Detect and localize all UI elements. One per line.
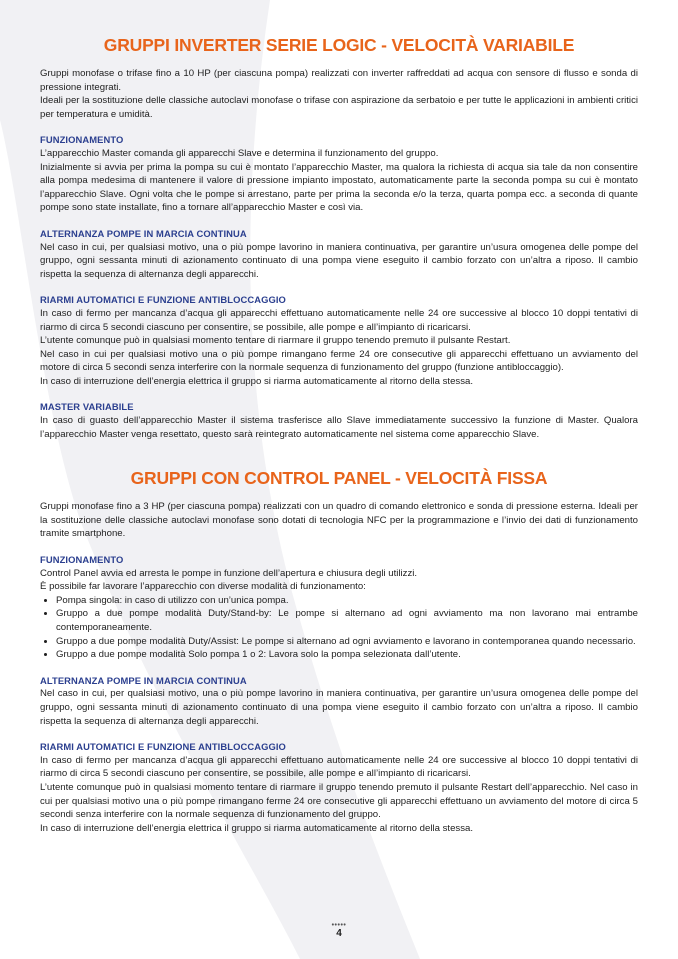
- section1-master-heading: MASTER VARIABILE: [40, 401, 134, 413]
- section2-riarmi-heading: RIARMI AUTOMATICI E FUNZIONE ANTIBLOCCAGGIO: [40, 741, 286, 753]
- footer-dots: •••••: [331, 922, 347, 929]
- section2-alternanza-heading: ALTERNANZA POMPE IN MARCIA CONTINUA: [40, 674, 247, 686]
- list-item: • Gruppo a due pompe modalità Solo pompa 1 o 2: Lavora solo la pompa selezionata dall’utente.: [56, 648, 638, 662]
- section1-riarmi-p3: Nel caso in cui per qualsiasi motivo una o più pompe rimangano ferme 24 ore consecutive gli apparecchi effettuano un avviamento del motore di circa 5 secondi senza interferire con la normale sequenza di funzionamento del gruppo (funzione antibloccaggio).: [40, 348, 638, 374]
- section1-funzionamento-p2: Inizialmente si avvia per prima la pompa su cui è montato l’apparecchio Master, ma qualora la richiesta di acqua sia tale da non consentire alla pompa medesima di mantenere il valore di pressione impianto impostato, automaticamente parte la seconda pompa su cui è montato l’apparecchio Slave. Ogni volta che le pompe si arrestano, parte per prima la seconda e/o la terza, quarta pompa ecc. a seconda di quante pompe sono state installate, fino a tornare all’apparecchio Master e così via.: [40, 161, 638, 214]
- section1-master-text: In caso di guasto dell’apparecchio Master il sistema trasferisce allo Slave immediatamente successivo la funzione di Master. Qualora l’apparecchio Master venga resettato, questo sarà reintegrato automaticamente nel sistema come apparecchio Slave.: [40, 415, 638, 440]
- section1-funzionamento-heading: FUNZIONAMENTO: [40, 134, 124, 146]
- section1-intro-p1: Gruppi monofase o trifase fino a 10 HP (per ciascuna pompa) realizzati con inverter raffreddati ad acqua con sensore di flusso e sonda di pressione integrati.: [40, 68, 638, 93]
- section1-riarmi-heading: RIARMI AUTOMATICI E FUNZIONE ANTIBLOCCAGGIO: [40, 294, 286, 306]
- section1-alternanza-text: Nel caso in cui, per qualsiasi motivo, una o più pompe lavorino in maniera continuativa, per garantire un’usura omogenea delle pompe del gruppo, ogni sessanta minuti di azionamento continuato di una pompa viene eseguito il cambio forzato con un’altra a riposo. Il cambio rispetta la sequenza di alternanza degli apparecchi.: [40, 241, 638, 280]
- section2-alternanza-text: Nel caso in cui, per qualsiasi motivo, una o più pompe lavorino in maniera continuativa, per garantire un’usura omogenea delle pompe del gruppo, ogni sessanta minuti di azionamento continuato di una pompa viene eseguito il cambio forzato con un’altra a riposo. Il cambio rispetta la sequenza di alternanza degli apparecchi.: [40, 688, 638, 727]
- section2-riarmi-p1: In caso di fermo per mancanza d’acqua gli apparecchi effettuano automaticamente nelle 24 ore successive al blocco 10 doppi tentativi di riarmo di circa 5 secondi ciascuno per consentire, se possibile, alle pompe e all’impianto di ricaricarsi.: [40, 754, 638, 780]
- list-item: • Pompa singola: in caso di utilizzo con un’unica pompa.: [56, 594, 638, 608]
- section1-riarmi-p1: In caso di fermo per mancanza d’acqua gli apparecchi effettuano automaticamente nelle 24 ore successive al blocco 10 doppi tentativi di riarmo di circa 5 secondi ciascuno per consentire, se possibile, alle pompe e all’impianto di ricaricarsi.: [40, 307, 638, 333]
- section2-riarmi-p2: L’utente comunque può in qualsiasi momento tentare di riarmare il gruppo tenendo premuto il pulsante Restart dell’apparecchio. Nel caso in cui per qualsiasi motivo una o più pompe rimangano ferme 24 ore consecutive gli apparecchi effettuano un avviamento del motore di circa 5 secondi senza interferire con la normale sequenza di funzionamento del gruppo.: [40, 781, 638, 821]
- section2-intro: [40, 500, 638, 541]
- list-item: • Gruppo a due pompe modalità Duty/Assist: Le pompe si alternano ad ogni avviamento e lavorano in contemporanea quando necessario.: [56, 635, 638, 649]
- section2-mode-list: [40, 594, 638, 662]
- section1-title: GRUPPI INVERTER SERIE LOGIC - VELOCITÀ VARIABILE: [103, 35, 575, 55]
- section2-funzionamento-heading: FUNZIONAMENTO: [40, 554, 124, 566]
- section2-riarmi-p3: In caso di interruzione dell’energia elettrica il gruppo si riarma automaticamente al ritorno della stessa.: [40, 822, 474, 834]
- page-number: 4: [336, 928, 342, 939]
- section2-funzionamento-p1: Control Panel avvia ed arresta le pompe in funzione dell’apertura e chiusura degli utilizzi.: [40, 567, 418, 579]
- section1-riarmi-p4: In caso di interruzione dell’energia elettrica il gruppo si riarma automaticamente al ritorno della stessa.: [40, 375, 474, 387]
- list-item: • Gruppo a due pompe modalità Duty/Stand-by: Le pompe si alternano ad ogni avviamento ma non lavorano mai entrambe contemporaneamente.: [56, 607, 638, 634]
- section1-riarmi-p2: L’utente comunque può in qualsiasi momento tentare di riarmare il gruppo tenendo premuto il pulsante Restart.: [40, 335, 511, 347]
- section1-funzionamento-p1: L’apparecchio Master comanda gli apparecchi Slave e determina il funzionamento del gruppo.: [40, 147, 439, 159]
- page-number-footer: [0, 923, 678, 939]
- section1-alternanza-heading: ALTERNANZA POMPE IN MARCIA CONTINUA: [40, 227, 247, 239]
- section1-intro-p2: Ideali per la sostituzione delle classiche autoclavi monofase o trifase con aspirazione da serbatoio e per tutte le applicazioni in ambienti critici per temperatura e umidità.: [40, 95, 638, 120]
- section1-intro: [40, 67, 638, 121]
- section2-funzionamento-p2: È possibile far lavorare l’apparecchio con diverse modalità di funzionamento:: [40, 581, 366, 593]
- section2-title: GRUPPI CON CONTROL PANEL - VELOCITÀ FISSA: [130, 468, 548, 489]
- section2-intro-p1: Gruppi monofase fino a 3 HP (per ciascuna pompa) realizzati con un quadro di comando elettronico e sonda di pressione esterna. Ideali per la sostituzione delle classiche autoclavi monofase sono dotati di tecnologia NFC per la programmazione e l’invio dei dati di funzionamento tramite smartphone.: [40, 501, 638, 540]
